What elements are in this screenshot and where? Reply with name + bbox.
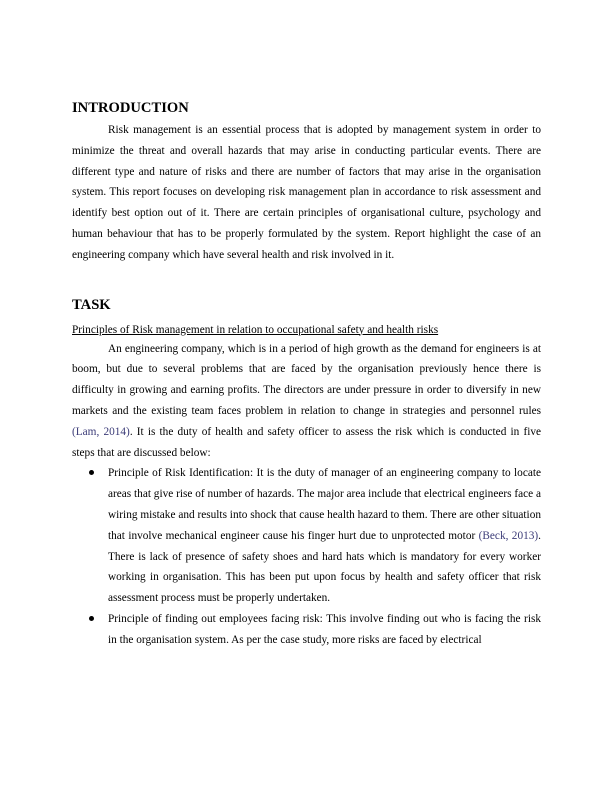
bullet-icon [89, 616, 94, 621]
list-item-text [108, 463, 541, 609]
citation-beck-2013: (Beck, 2013) [478, 529, 539, 542]
risk-principles-list [72, 463, 541, 650]
task-paragraph-text-2: . It is the duty of health and safety officer to assess the risk which is conducted in five steps that are discussed below: [72, 425, 542, 459]
list-item [72, 609, 541, 651]
bullet-2-text: Principle of finding out employees facing risk: This involve finding out who is facing the risk in the organisation system. As per the case study, more risks are faced by electrical [108, 612, 541, 646]
bullet-1-text-1: Principle of Risk Identification: It is the duty of manager of an engineering company to locate areas that give rise of number of hazards. The major area include that electrical engineers face a wiring mistake and results into shock that cause health hazard to them. There are other situation that involve mechanical engineer cause his finger hurt due to unprotected motor [108, 467, 541, 542]
introduction-heading: INTRODUCTION [72, 100, 189, 116]
task-heading: TASK [72, 296, 111, 313]
bullet-icon [89, 470, 94, 475]
task-paragraph [72, 339, 541, 464]
introduction-paragraph: Risk management is an essential process that is adopted by management system in order to minimize the threat and overall hazards that may arise in conducting particular events. There are different type and nature of risks and there are number of factors that may arise in the organisation system. This report focuses on developing risk management plan in accordance to risk assessment and identify best option out of it. There are certain principles of organisational culture, psychology and human behaviour that has to be properly formulated by the system. Report highlight the case of an engineering company which have several health and risk involved in it. [72, 124, 541, 261]
page-content [72, 98, 541, 651]
task-subheading: Principles of Risk management in relation to occupational safety and health risks [72, 323, 439, 336]
citation-lam-2014: (Lam, 2014) [72, 425, 130, 438]
list-item-text [108, 609, 541, 651]
bullet-1-text-2: . There is lack of presence of safety shoes and hard hats which is mandatory for every worker working in organisation. This has been put upon focus by health and safety officer that risk assessment process must be properly undertaken. [108, 529, 541, 605]
task-paragraph-text-1: An engineering company, which is in a period of high growth as the demand for engineers is at boom, but due to several problems that are faced by the organisation previously hence there is difficulty in growing and earning profits. The directors are under pressure in order to diversify in new markets and the existing team faces problem in relation to change in strategies and personnel rules [72, 342, 541, 417]
list-item [72, 463, 541, 609]
